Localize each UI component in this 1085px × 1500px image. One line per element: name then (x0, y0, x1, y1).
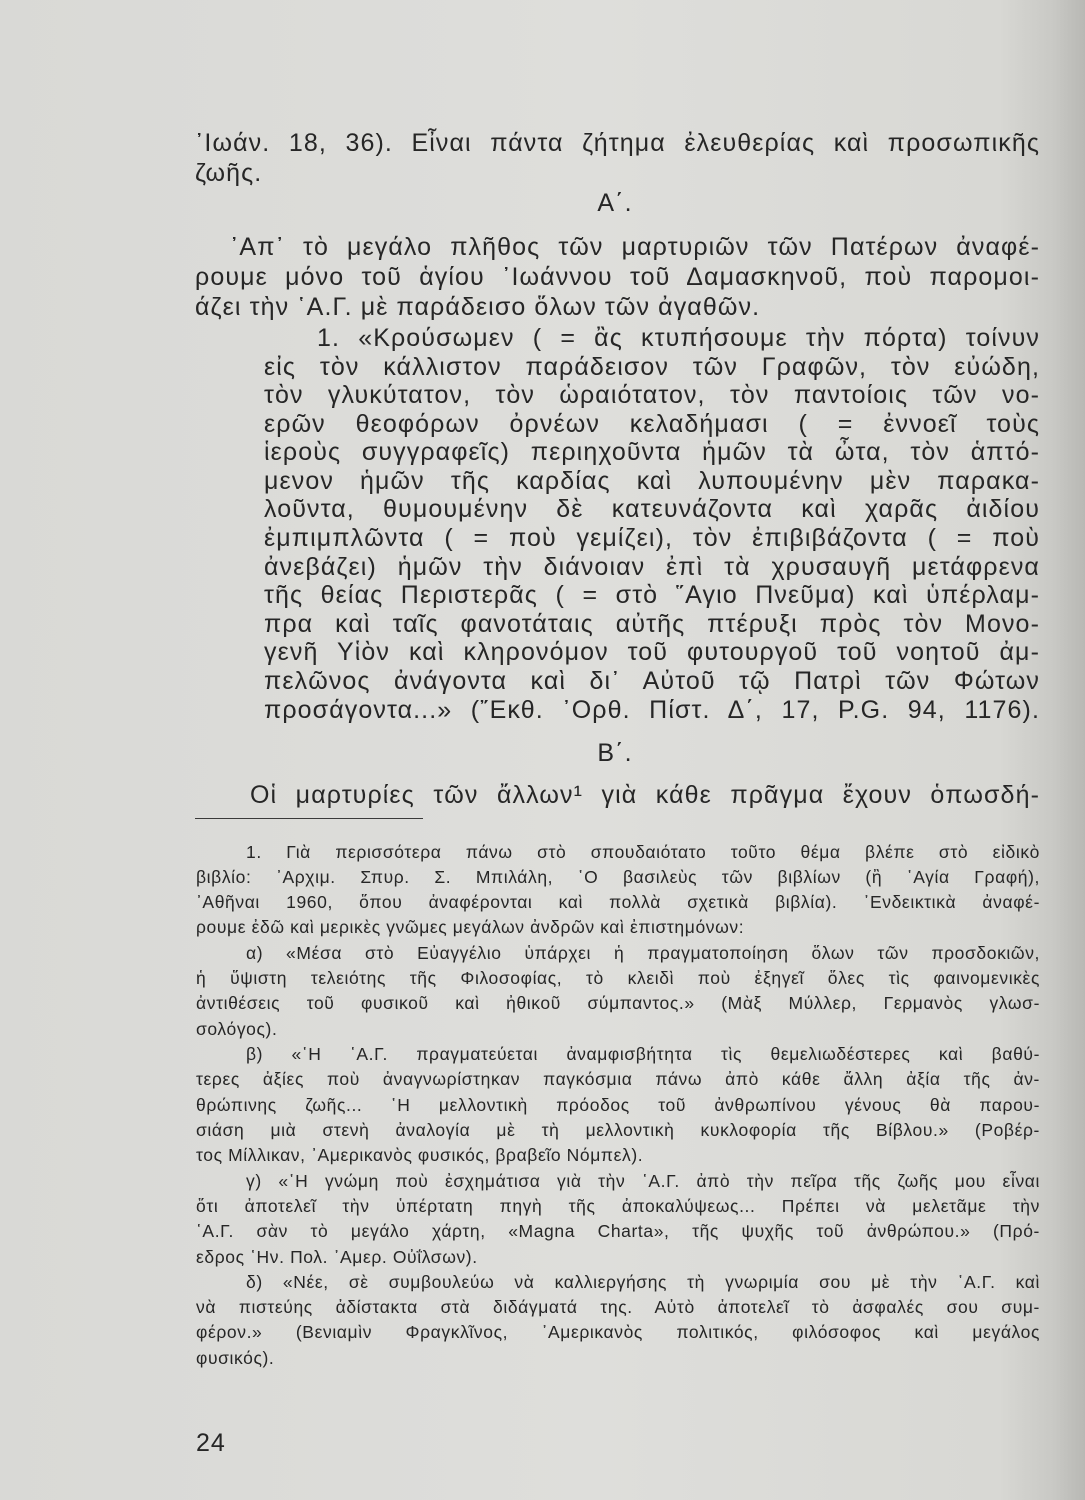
quote-line-1: 1. «Κρούσωμεν ( = ἂς κτυπήσουμε τὴν πόρτα) τοίνυν (317, 324, 1040, 352)
footnote-line-9: β) «῾Η ῾Α.Γ. πραγματεύεται ἀναμφισβήτητα τὶς θεμελιωδέστερες καὶ βαθύ- (246, 1044, 1040, 1064)
footnote-line-19: νὰ πιστεύης ἀδίστακτα στὰ διδάγματά της. Αὐτὸ ἀποτελεῖ τὸ ἀσφαλές σου συμ- (196, 1297, 1040, 1317)
footnote-line-12: σιάση μιὰ στενὴ ἀναλογία μὲ τὴ μελλοντικὴ κυκλοφορία τῆς Βίβλου.» (Ροβέρ- (196, 1120, 1040, 1140)
footnote-line-17: εδρος ῾Ην. Πολ. ᾿Αμερ. Οὐΐλσων). (196, 1247, 478, 1267)
quote-line-6: μενον ἡμῶν τῆς καρδίας καὶ λυπουμένην μὲν παρακα- (264, 467, 1040, 495)
footnote-rule (195, 818, 423, 819)
quote-line-2: εἰς τὸν κάλλιστον παράδεισον τῶν Γραφῶν, τὸν εὐώδη, (264, 353, 1040, 381)
quote-line-10: τῆς θείας Περιστερᾶς ( = στὸ ῞Αγιο Πνεῦμα) καὶ ὑπέρλαμ- (264, 581, 1040, 609)
quote-line-7: λοῦντα, θυμουμένην δὲ κατευνάζοντα καὶ χαρᾶς ἀιδίου (264, 495, 1040, 523)
footnote-line-21: φυσικός). (196, 1348, 275, 1368)
body-line-5: ρουμε μόνο τοῦ ἁγίου ᾿Ιωάννου τοῦ Δαμασκηνοῦ, ποὺ παρομοι- (195, 263, 1040, 291)
footnote-line-6: ἡ ὕψιστη τελειότης τῆς Φιλοσοφίας, τὸ κλειδὶ ποὺ ἐξηγεῖ ὅλες τὶς φαινομενικὲς (196, 968, 1040, 988)
quote-line-12: γενῆ Υἱὸν καὶ κληρονόμον τοῦ φυτουργοῦ τοῦ νοητοῦ ἀμ- (264, 638, 1040, 666)
quote-line-4: ερῶν θεοφόρων ὀρνέων κελαδήμασι ( = ἐννοεῖ τοὺς (264, 410, 1040, 438)
body-line-1: ᾿Ιωάν. 18, 36). Εἶναι πάντα ζήτημα ἐλευθερίας καὶ προσωπικῆς (195, 129, 1040, 157)
footnote-line-13: τος Μίλλικαν, ᾿Αμερικανὸς φυσικός, βραβεῖο Νόμπελ). (196, 1145, 644, 1165)
footnote-line-14: γ) «῾Η γνώμη ποὺ ἐσχημάτισα γιὰ τὴν ῾Α.Γ. ἀπὸ τὴν πεῖρα τῆς ζωῆς μου εἶναι (246, 1171, 1040, 1191)
quote-line-5: ἱεροὺς συγγραφεῖς) περιηχοῦντα ἡμῶν τὰ ὦτα, τὸν ἁπτό- (264, 438, 1040, 466)
footnote-line-18: δ) «Νέε, σὲ συμβουλεύω νὰ καλλιεργήσης τὴ γνωριμία σου μὲ τὴν ῾Α.Γ. καὶ (246, 1272, 1040, 1292)
section-heading-b: Β΄. (597, 739, 633, 767)
page-number: 24 (196, 1429, 226, 1457)
footnote-line-3: ᾿Αθῆναι 1960, ὅπου ἀναφέρονται καὶ πολλὰ σχετικὰ βιβλία). ᾿Ενδεικτικὰ ἀναφέ- (196, 892, 1040, 912)
footnote-line-1: 1. Γιὰ περισσότερα πάνω στὸ σπουδαιότατο τοῦτο θέμα βλέπε στὸ εἰδικὸ (246, 842, 1040, 862)
footnote-line-15: ὅτι ἀποτελεῖ τὴν ὑπέρτατη πηγὴ τῆς ἀποκαλύψεως... Πρέπει νὰ μελετᾶμε τὴν (196, 1196, 1040, 1216)
footnote-line-16: ῾Α.Γ. σὰν τὸ μεγάλο χάρτη, «Magna Charta», τῆς ψυχῆς τοῦ ἀνθρώπου.» (Πρό- (196, 1221, 1040, 1241)
body-line-6: άζει τὴν ῾Α.Γ. μὲ παράδεισο ὅλων τῶν ἀγαθῶν. (195, 293, 761, 321)
body-line-2: ζωῆς. (195, 159, 263, 187)
quote-line-13: πελῶνος ἀνάγοντα καὶ δι᾿ Αὐτοῦ τῷ Πατρὶ τῶν Φώτων (264, 667, 1040, 695)
footnote-line-11: θρώπινης ζωῆς... ῾Η μελλοντικὴ πρόοδος τοῦ ἀνθρωπίνου γένους θὰ παρου- (196, 1095, 1040, 1115)
section-heading-a: Α΄. (597, 189, 633, 217)
footnote-line-10: τερες ἀξίες ποὺ ἀναγνωρίστηκαν παγκόσμια πάνω ἀπὸ κάθε ἄλλη ἀξία τῆς ἀν- (196, 1069, 1040, 1089)
footnote-line-4: ρουμε ἐδῶ καὶ μερικὲς γνῶμες μεγάλων ἀνδρῶν καὶ ἐπιστημόνων: (196, 917, 745, 937)
footnote-line-7: ἀντιθέσεις τοῦ φυσικοῦ καὶ ἠθικοῦ σύμπαντος.» (Μὰξ Μύλλερ, Γερμανὸς γλωσ- (196, 993, 1040, 1013)
footnote-line-20: φέρον.» (Βενιαμὶν Φραγκλῖνος, ᾿Αμερικανὸς πολιτικός, φιλόσοφος καὶ μεγάλος (196, 1322, 1040, 1342)
quote-line-11: πρα καὶ ταῖς φανοτάταις αὐτῆς πτέρυξι πρὸς τὸν Μονο- (264, 610, 1040, 638)
footnote-line-5: α) «Μέσα στὸ Εὐαγγέλιο ὑπάρχει ἡ πραγματοποίηση ὅλων τῶν προσδοκιῶν, (246, 943, 1040, 963)
body-line-22: Οἱ μαρτυρίες τῶν ἄλλων¹ γιὰ κάθε πρᾶγμα ἔχουν ὁπωσδή- (250, 781, 1040, 809)
footnote-line-2: βιβλίο: ᾿Αρχιμ. Σπυρ. Σ. Μπιλάλη, ῾Ο βασιλεὺς τῶν βιβλίων (ἢ ῾Αγία Γραφή), (196, 867, 1040, 887)
body-line-4: ᾿Απ᾿ τὸ μεγάλο πλῆθος τῶν μαρτυριῶν τῶν Πατέρων ἀναφέ- (230, 233, 1040, 261)
quote-line-8: ἐμπιμπλῶντα ( = ποὺ γεμίζει), τὸν ἐπιβιβάζοντα ( = ποὺ (264, 524, 1040, 552)
footnote-line-8: σολόγος). (196, 1019, 278, 1039)
quote-line-14: προσάγοντα...» (῎Εκθ. ᾿Ορθ. Πίστ. Δ΄, 17, P.G. 94, 1176). (264, 696, 1040, 724)
quote-line-9: ἀνεβάζει) ἡμῶν τὴν διάνοιαν ἐπὶ τὰ χρυσαυγῆ μετάφρενα (264, 553, 1040, 581)
quote-line-3: τὸν γλυκύτατον, τὸν ὡραιότατον, τὸν παντοίοις τῶν νο- (264, 381, 1040, 409)
